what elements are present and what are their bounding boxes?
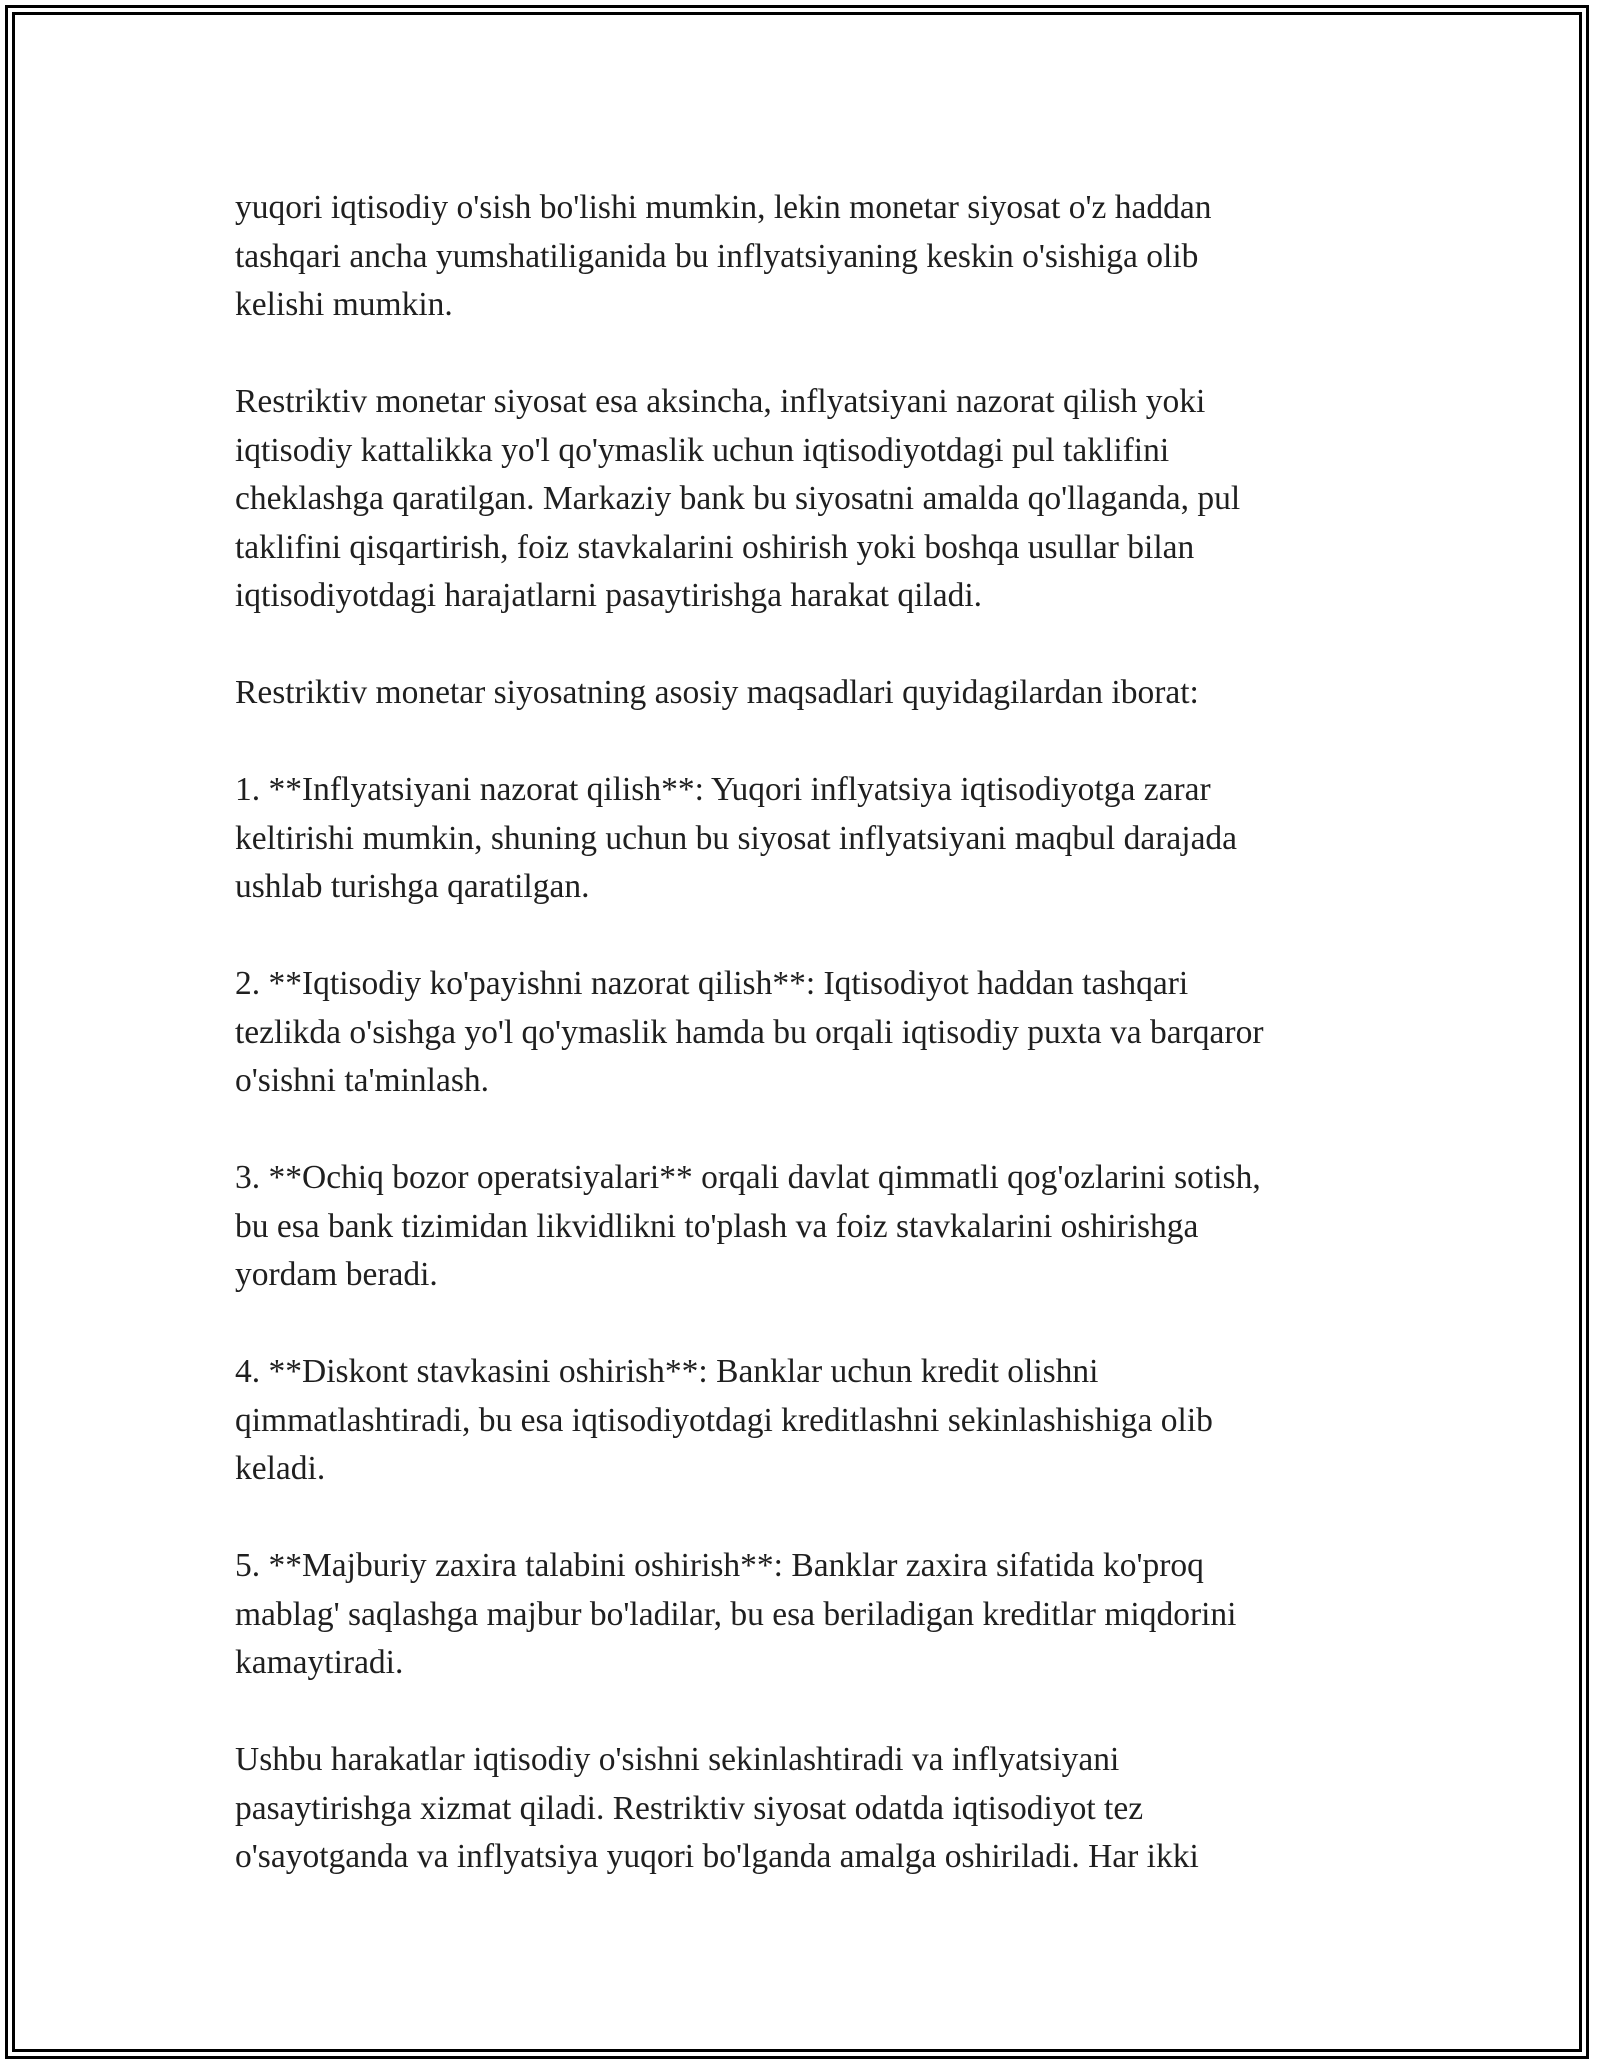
text-line: o'sishni ta'minlash. — [235, 1062, 490, 1099]
text-line: keltirishi mumkin, shuning uchun bu siyosat inflyatsiyani maqbul darajada — [235, 819, 1238, 857]
text-line: 1. **Inflyatsiyani nazorat qilish**: Yuqori inflyatsiya iqtisodiyotga zarar — [235, 771, 1211, 808]
text-line: keladi. — [235, 1450, 326, 1487]
text-line: 4. **Diskont stavkasini oshirish**: Banklar uchun kredit olishni — [235, 1353, 1099, 1390]
paragraph-conclusion — [235, 1736, 1375, 1882]
text-line: cheklashga qaratilgan. Markaziy bank bu siyosatni amalda qo'llaganda, pul — [235, 480, 1241, 517]
text-line: Restriktiv monetar siyosatning asosiy maqsadlari quyidagilardan iborat: — [235, 674, 1199, 711]
text-line: yuqori iqtisodiy o'sish bo'lishi mumkin, lekin monetar siyosat o'z haddan — [235, 189, 1212, 226]
list-item-1 — [235, 766, 1375, 912]
list-item-5 — [235, 1542, 1375, 1688]
list-item-3 — [235, 1154, 1375, 1300]
text-line: mablag' saqlashga majbur bo'ladilar, bu esa beriladigan kreditlar miqdorini — [235, 1595, 1237, 1633]
list-item-2 — [235, 960, 1375, 1106]
text-line: 5. **Majburiy zaxira talabini oshirish**: Banklar zaxira sifatida ko'proq — [235, 1547, 1204, 1584]
text-line: kelishi mumkin. — [235, 286, 453, 323]
text-line: o'sayotganda va inflyatsiya yuqori bo'lganda amalga oshiriladi. Har ikki — [235, 1838, 1199, 1875]
text-line: ushlab turishga qaratilgan. — [235, 868, 590, 905]
text-line: Restriktiv monetar siyosat esa aksincha, inflyatsiyani nazorat qilish yoki — [235, 383, 1206, 420]
paragraph-restrictive-policy — [235, 378, 1375, 621]
text-line: taklifini qisqartirish, foiz stavkalarini oshirish yoki boshqa usullar bilan — [235, 528, 1195, 566]
text-line: 3. **Ochiq bozor operatsiyalari** orqali davlat qimmatli qog'ozlarini sotish, — [235, 1159, 1261, 1196]
text-line: iqtisodiyotdagi harajatlarni pasaytirishga harakat qiladi. — [235, 577, 983, 614]
document-body — [235, 184, 1375, 1882]
text-line: bu esa bank tizimidan likvidlikni to'plash va foiz stavkalarini oshirishga — [235, 1207, 1199, 1245]
text-line: qimmatlashtiradi, bu esa iqtisodiyotdagi kreditlashni sekinlashishiga olib — [235, 1401, 1213, 1439]
paragraph-goals-heading — [235, 669, 1375, 718]
text-line: 2. **Iqtisodiy ko'payishni nazorat qilish**: Iqtisodiyot haddan tashqari — [235, 965, 1189, 1002]
text-line: pasaytirishga xizmat qiladi. Restriktiv siyosat odatda iqtisodiyot tez — [235, 1789, 1144, 1827]
list-item-4 — [235, 1348, 1375, 1494]
text-line: iqtisodiy kattalikka yo'l qo'ymaslik uchun iqtisodiyotdagi pul taklifini — [235, 431, 1170, 469]
text-line: yordam beradi. — [235, 1256, 438, 1293]
text-line: Ushbu harakatlar iqtisodiy o'sishni sekinlashtiradi va inflyatsiyani — [235, 1741, 1120, 1778]
text-line: kamaytiradi. — [235, 1644, 404, 1681]
paragraph-intro-continuation — [235, 184, 1375, 330]
text-line: tezlikda o'sishga yo'l qo'ymaslik hamda bu orqali iqtisodiy puxta va barqaror — [235, 1013, 1264, 1051]
text-line: tashqari ancha yumshatiliganida bu inflyatsiyaning keskin o'sishiga olib — [235, 237, 1199, 275]
